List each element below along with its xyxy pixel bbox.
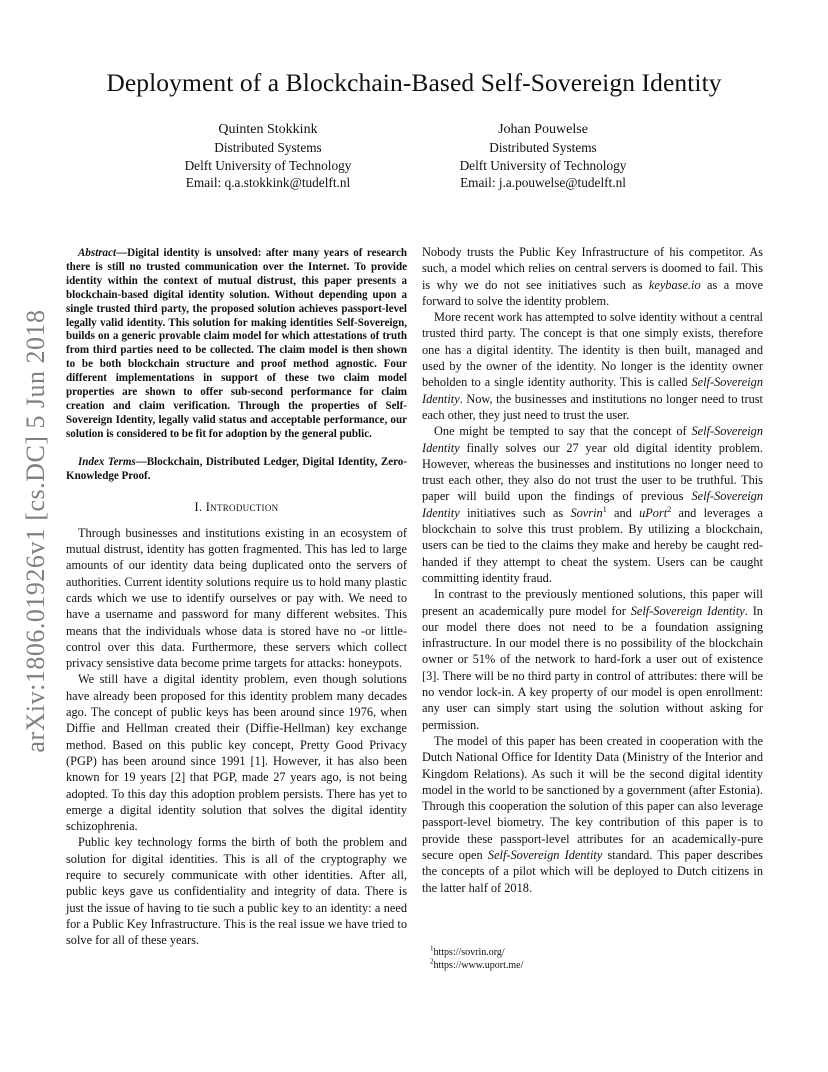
right-column [422, 244, 763, 896]
abstract [66, 247, 407, 442]
author-name: Johan Pouwelse [498, 122, 588, 137]
footnote-link[interactable]: https://sovrin.org/ [433, 947, 505, 958]
author-institution: Delft University of Technology [184, 157, 352, 173]
arxiv-stamp: arXiv:1806.01926v1 [cs.DC] 5 Jun 2018 [21, 309, 50, 753]
footnote-mark: 1 [602, 504, 607, 514]
section-title: Introduction [205, 499, 279, 514]
emphasis: Self-Sovereign Identity [422, 424, 763, 455]
text-run: . Now, the businesses and institutions no longer need to trust each other, they just need to trust the user. [422, 391, 763, 422]
text-run: In contrast to the previously mentioned solutions, this paper will present an academically pure model for [422, 587, 763, 618]
author-email: Email: q.a.stokkink@tudelft.nl [185, 175, 351, 191]
footnote-mark: 2 [667, 504, 672, 514]
text-run: More recent work has attempted to solve identity without a central trusted third party. The concept is that one simply exists, therefore one has a digital identity. The identity is then built, managed and used by the owner of the identity. No longer is the identity owner beholden to a single identity authority. This is called [422, 310, 763, 390]
author-institution: Delft University of Technology [459, 157, 627, 173]
index-terms [66, 456, 407, 484]
text-run: . In our model there does not need to be a foundation assigning infrastructure. In our model there is no possibility of the blockchain owner or 51% of the network to hard-fork a user out of existence [3]. There will be no third party in control of attributes: there will be no vendor lock-in. A key property of our model is open enrollment: any user can simply start using the solution without asking for permission. [422, 603, 763, 732]
text-run: finally solves our 27 year old digital identity problem. However, whereas the businesses and institutions no longer need to trust each other, they also do not trust the user to be truthful. This paper will build upon the findings of previous [422, 440, 763, 504]
author-email: Email: j.a.pouwelse@tudelft.nl [460, 175, 626, 191]
author-block-2 [458, 121, 628, 192]
author-block-1 [169, 121, 367, 192]
paragraph: Through businesses and institutions existing in an ecosystem of mutual distrust, identity has gotten fragmented. This has led to large amounts of our identity data being duplicated onto the servers of authorities. Current identity solutions require us to hold many plastic cards which we use to identify ourselves or pay with. We need to have a username and password for many different websites. This means that the individuals whose data is stored have no -or little- control over this data. Furthermore, these servers which collect privacy sensistive data become prime targets for attacks: honeypots. [66, 525, 407, 671]
footnote [430, 946, 523, 959]
author-dept: Distributed Systems [489, 140, 597, 156]
author-name: Quinten Stokkink [218, 122, 318, 137]
footnotes [430, 946, 523, 973]
paper-title: Deployment of a Blockchain-Based Self-Sovereign Identity [106, 68, 722, 97]
paragraph [422, 244, 763, 309]
emphasis: keybase.io [648, 277, 701, 292]
paragraph: Public key technology forms the birth of both the problem and solution for digital identities. This is all of the cryptography we require to securely communicate with other identities. After all, public keys gave us confidentiality and integrity of data. There is just the issue of having to tie such a public key to an identity: a need for a Public Key Infrastructure. This is the real issue we have tried to solve for all of these years. [66, 835, 407, 948]
emphasis: Self-Sovereign Identity [422, 375, 763, 406]
footnote [430, 959, 523, 972]
author-dept: Distributed Systems [214, 140, 322, 156]
text-run: One might be tempted to say that the concept of [434, 424, 692, 439]
emphasis: Self-Sovereign Identity [487, 847, 603, 862]
paragraph: We still have a digital identity problem, even though solutions have already been proposed for this identity problem many decades ago. The concept of public keys has been around since 1976, when Diffie and Hellman created their (Diffie-Hellman) key exchange method. Based on this public key concept, Pretty Good Privacy (PGP) has been around since 1991 [1]. However, it has also been known for 19 years [2] that PGP, made 27 years ago, is not being adopted. To this day this adoption problem persists. There has yet to emerge a digital identity solution that solves the digital identity schizophrenia. [66, 672, 407, 834]
paragraph [422, 586, 763, 733]
index-terms-text: —Blockchain, Distributed Ledger, Digital Identity, Zero-Knowledge Proof. [66, 455, 408, 482]
text-run: standard. This paper describes the concepts of a pilot which will be deployed to Dutch citizens in the latter half of 2018. [422, 847, 763, 895]
footnote-link[interactable]: https://www.uport.me/ [433, 960, 524, 972]
emphasis: uPort [639, 505, 668, 520]
text-run: Nobody trusts the Public Key Infrastructure of his competitor. As such, a model which relies on central servers is doomed to fail. This is why we do not see initiatives such as [422, 245, 763, 292]
index-terms-label: Index Terms [78, 455, 136, 468]
emphasis: Self-Sovereign Identity [630, 603, 745, 618]
paragraph [422, 733, 763, 896]
footnote-mark: 1 [430, 944, 434, 953]
left-column [66, 244, 407, 949]
abstract-text: —Digital identity is unsolved: after many years of research there is still no trusted communication over the Internet. To provide identity within the context of mutual distrust, this paper presents a blockchain-based digital identity solution. Without depending upon a single trusted third party, the proposed solution achieves passport-level legally valid identity. This solution for making identities Self-Sovereign, builds on a generic provable claim model for which attestations of truth from third parties need to be collected. The claim model is then shown to be both blockchain structure and proof method agnostic. Four different implementations in support of these two claim model properties are shown to offer sub-second performance for claim creation and claim verification. Through the properties of Self-Sovereign Identity, legally valid status and acceptable performance, our solution is considered to be fit for adoption by the general public. [66, 247, 407, 440]
text-run: and [606, 505, 640, 520]
emphasis: Self-Sovereign Identity [422, 489, 763, 520]
text-run: The model of this paper has been created in cooperation with the Dutch National Office for Identity Data (Ministry of the Interior and Kingdom Relations). As such it will be the second digital identity model in the world to be sanctioned by a government (after Estonia). Through this cooperation the solution of this paper can also leverage passport-level biometry. The key contribution of this paper is to provide these passport-level attributes for an academically-pure secure open [422, 733, 763, 862]
text-run: and leverages a blockchain to solve this trust problem. By utilizing a blockchain, users can be tied to the claims they make and hereby be caught red-handed if they attempt to cheat the system. Users can be caught committing identity fraud. [422, 505, 763, 585]
text-run: as a move forward to solve the identity problem. [422, 277, 763, 308]
abstract-label: Abstract [78, 247, 117, 259]
footnote-mark: 2 [430, 957, 434, 966]
section-number: I. [194, 499, 203, 514]
text-run: initiatives such as [459, 505, 571, 520]
paragraph [422, 423, 763, 586]
paragraph [422, 309, 763, 423]
section-heading [66, 499, 407, 515]
emphasis: Sovrin [570, 505, 603, 520]
